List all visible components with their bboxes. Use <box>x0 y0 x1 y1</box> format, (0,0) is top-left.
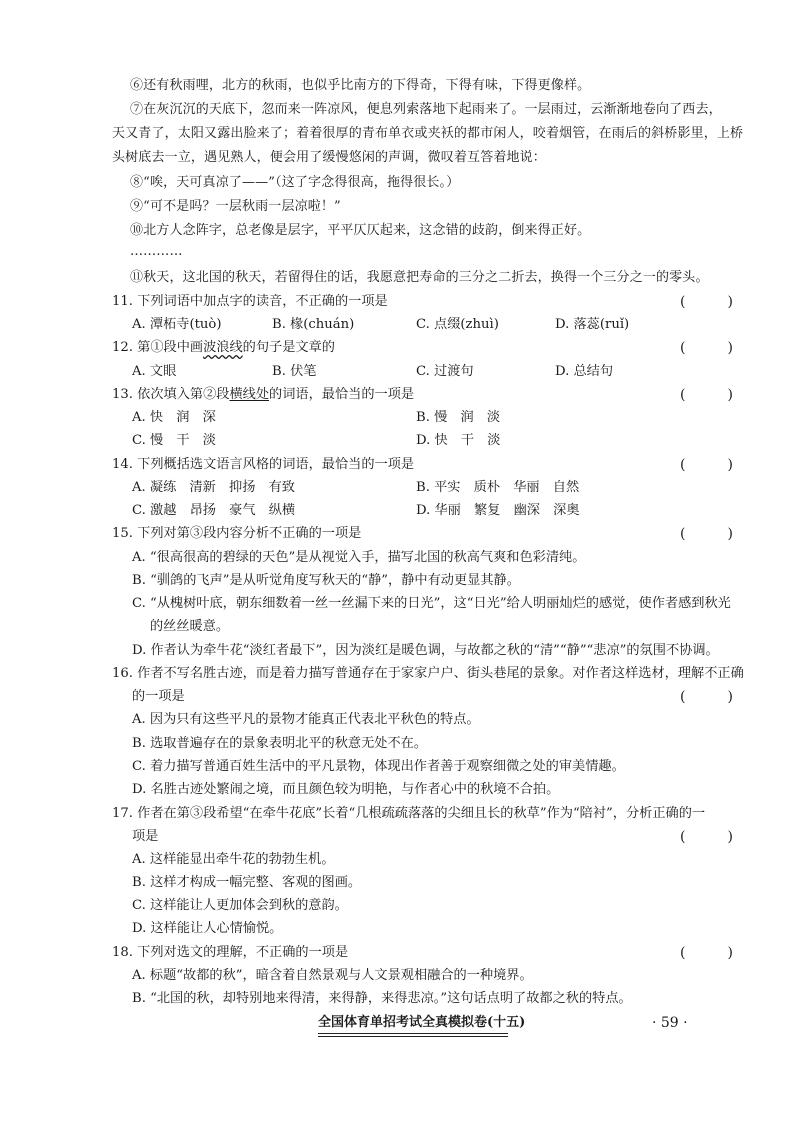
q18-option-b: B. “北国的秋，却特别地来得清，来得静，来得悲凉。”这句话点明了故都之秋的特点。 <box>132 991 632 1006</box>
q14-option-c: C. 激越 昂扬 豪气 纵横 <box>132 503 296 518</box>
q16-answer-bracket: ( ) <box>680 689 733 705</box>
q13-option-d: D. 快 干 淡 <box>416 433 501 448</box>
wavy-line-label: 波浪线 <box>203 340 243 355</box>
pinyin: ruǐ <box>605 317 625 332</box>
q15-option-a: A. “很高很高的碧绿的天色”是从视觉入手，描写北国的秋高气爽和色彩清纯。 <box>132 550 586 565</box>
q15-option-c-line-1: C. “从槐树叶底，朝东细数着一丝一丝漏下来的日光”，这“日光”给人明丽灿烂的感觉，使作者感到秋光 <box>132 596 731 611</box>
q14-option-a: A. 凝练 清新 抑扬 有致 <box>132 480 295 495</box>
passage-paragraph-7-line-3: 头树底去一立，遇见熟人，便会用了缓慢悠闲的声调，微叹着互答着地说： <box>112 150 546 165</box>
passage-paragraph-9: ⑨“可不是吗？一层秋雨一层凉啦！” <box>130 199 341 214</box>
q11-option-c: C. 点缀(zhuì) <box>416 317 499 332</box>
pinyin: tuò <box>194 317 217 332</box>
q13-option-a: A. 快 润 深 <box>132 410 216 425</box>
q15-answer-bracket: ( ) <box>680 526 733 542</box>
q17-answer-bracket: ( ) <box>680 829 733 845</box>
q15-stem: 15. 下列对第③段内容分析不正确的一项是 <box>112 526 362 541</box>
q17-stem-line-2: 项是 <box>132 829 159 844</box>
q13-answer-bracket: ( ) <box>680 387 733 403</box>
q18-option-a: A. 标题“故都的秋”，暗含着自然景观与人文景观相融合的一种境界。 <box>132 968 533 983</box>
q11-answer-bracket: ( ) <box>680 294 733 310</box>
q15-option-b: B. “驯鸽的飞声”是从听觉角度写秋天的“静”，静中有动更显其静。 <box>132 573 520 588</box>
q14-option-d: D. 华丽 繁复 幽深 深奥 <box>416 503 580 518</box>
q16-option-c: C. 着力描写普通百姓生活中的平凡景物，体现出作者善于观察细微之处的审美情趣。 <box>132 759 625 774</box>
q12-stem: 12. 第①段中画波浪线的句子是文章的 <box>112 340 335 355</box>
q16-option-b: B. 选取普遍存在的景象表明北平的秋意无处不在。 <box>132 736 428 751</box>
pinyin: chuán <box>308 317 350 332</box>
footer-title: 全国体育单招考试全真模拟卷(十五) <box>318 1015 526 1030</box>
q11-stem: 11. 下列词语中加点字的读音，不正确的一项是 <box>112 294 388 309</box>
q14-answer-bracket: ( ) <box>680 457 733 473</box>
passage-ellipsis: ………… <box>130 244 183 259</box>
q13-option-b: B. 慢 润 淡 <box>416 410 501 425</box>
q16-option-d: D. 名胜古迹处繁闹之境，而且颜色较为明艳，与作者心中的秋境不合拍。 <box>132 782 560 797</box>
q14-stem: 14. 下列概括选文语言风格的词语，最恰当的一项是 <box>112 457 415 472</box>
passage-paragraph-11: ⑪秋天，这北国的秋天，若留得住的话，我愿意把寿命的三分之二折去，换得一个三分之一的零头。 <box>130 270 709 285</box>
q11-option-d: D. 落蕊(ruǐ) <box>555 317 630 332</box>
passage-paragraph-8: ⑧“唉，天可真凉了——”（这了字念得很高，拖得很长。） <box>130 175 460 190</box>
page-number: · 59 · <box>652 1015 688 1031</box>
q13-option-c: C. 慢 干 淡 <box>132 433 216 448</box>
q16-option-a: A. 因为只有这些平凡的景物才能真正代表北平秋色的特点。 <box>132 712 480 727</box>
q13-stem: 13. 依次填入第②段横线处的词语，最恰当的一项是 <box>112 387 415 402</box>
q16-stem-line-1: 16. 作者不写名胜古迹，而是着力描写普通存在于家家户户、街头巷尾的景象。对作者这样选材，理解不正确 <box>112 666 744 681</box>
q12-answer-bracket: ( ) <box>680 340 733 356</box>
q15-option-c-line-2: 的丝丝暖意。 <box>150 619 230 634</box>
passage-paragraph-7-line-1: ⑦在灰沉沉的天底下，忽而来一阵凉风，便息列索落地下起雨来了。一层雨过，云渐渐地卷向了西去， <box>130 102 722 117</box>
q12-option-c: C. 过渡句 <box>416 364 474 379</box>
pinyin: zhuì <box>465 317 494 332</box>
footer-rule-double <box>318 1036 508 1037</box>
q16-stem-line-2: 的一项是 <box>132 689 185 704</box>
q12-option-d: D. 总结句 <box>555 364 614 379</box>
q17-option-d: D. 这样能让人心情愉悦。 <box>132 921 283 936</box>
q12-option-a: A. 文眼 <box>132 364 177 379</box>
q18-stem: 18. 下列对选文的理解，不正确的一项是 <box>112 945 349 960</box>
passage-paragraph-7-line-2: 天又青了，太阳又露出脸来了；着着很厚的青布单衣或夹袄的都市闲人，咬着烟管，在雨后的斜桥影里，上桥 <box>112 126 744 141</box>
q18-answer-bracket: ( ) <box>680 945 733 961</box>
q12-option-b: B. 伏笔 <box>272 364 317 379</box>
footer-rule <box>318 1033 508 1034</box>
q15-option-d: D. 作者认为牵牛花“淡红者最下”，因为淡红是暖色调，与故都之秋的“清”“静”“悲凉”的氛围不协调。 <box>132 643 719 658</box>
q11-option-b: B. 椽(chuán) <box>272 317 355 332</box>
q17-stem-line-1: 17. 作者在第③段希望“在牵牛花底”长着“几根疏疏落落的尖细且长的秋草”作为“陪衬”，分析正确的一 <box>112 806 706 821</box>
q11-option-a: A. 潭柘寺(tuò) <box>132 317 222 332</box>
q17-option-c: C. 这样能让人更加体会到秋的意韵。 <box>132 898 348 913</box>
q14-option-b: B. 平实 质朴 华丽 自然 <box>416 480 580 495</box>
q17-option-b: B. 这样才构成一幅完整、客观的图画。 <box>132 875 362 890</box>
passage-paragraph-6: ⑥还有秋雨哩，北方的秋雨，也似乎比南方的下得奇，下得有味，下得更像样。 <box>130 78 591 93</box>
passage-paragraph-10: ⑩北方人念阵字，总老像是层字，平平仄仄起来，这念错的歧韵，倒来得正好。 <box>130 223 591 238</box>
underline-label: 横线处 <box>229 387 270 402</box>
q17-option-a: A. 这样能显出牵牛花的勃勃生机。 <box>132 852 335 867</box>
